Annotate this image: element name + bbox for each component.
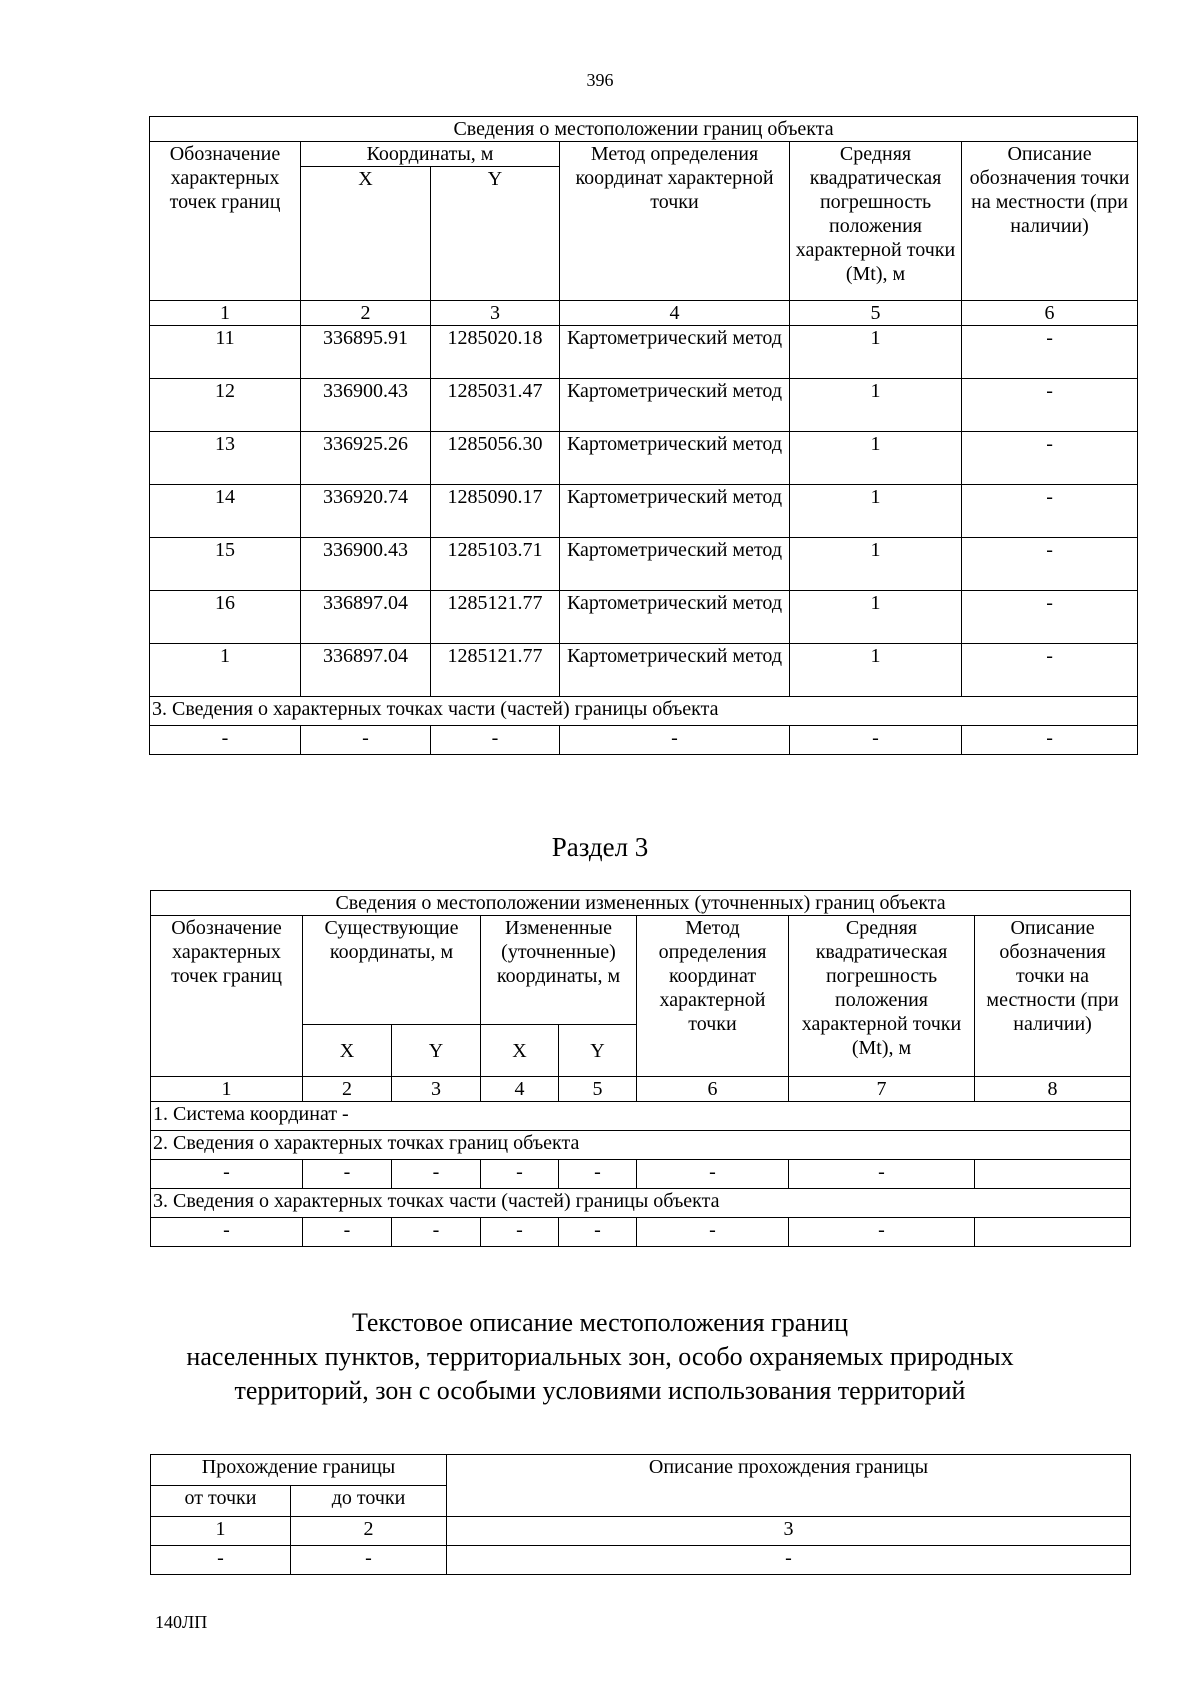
empty-cell: - bbox=[637, 1218, 789, 1247]
table-row bbox=[150, 538, 1138, 591]
point-id: 15 bbox=[150, 538, 301, 591]
table-title: Сведения о местоположении границ объекта bbox=[150, 117, 1138, 142]
text-description-heading bbox=[0, 1306, 1200, 1408]
point-id: 14 bbox=[150, 485, 301, 538]
header-description: Описание обозначения точки на местности (при наличии) bbox=[975, 916, 1131, 1077]
column-number: 2 bbox=[303, 1077, 392, 1102]
heading-line: населенных пунктов, территориальных зон, особо охраняемых природных bbox=[186, 1342, 1014, 1371]
heading-line: Текстовое описание местоположения границ bbox=[351, 1308, 849, 1337]
mean-error: 1 bbox=[790, 326, 962, 379]
empty-cell: - bbox=[560, 726, 790, 755]
description: - bbox=[962, 644, 1138, 697]
description: - bbox=[962, 485, 1138, 538]
table-row bbox=[150, 485, 1138, 538]
column-number: 7 bbox=[789, 1077, 975, 1102]
column-number: 2 bbox=[301, 301, 431, 326]
column-number: 4 bbox=[481, 1077, 559, 1102]
point-id: 16 bbox=[150, 591, 301, 644]
document-code: 140ЛП bbox=[155, 1612, 208, 1632]
coord-y: 1285103.71 bbox=[431, 538, 560, 591]
empty-cell: - bbox=[150, 726, 301, 755]
mean-error: 1 bbox=[790, 485, 962, 538]
method: Картометрический метод bbox=[560, 379, 790, 432]
header-point-designation: Обозначение характерных точек границ bbox=[150, 142, 301, 301]
point-id: 11 bbox=[150, 326, 301, 379]
empty-cell: - bbox=[303, 1218, 392, 1247]
coord-y: 1285121.77 bbox=[431, 591, 560, 644]
coord-x: 336925.26 bbox=[301, 432, 431, 485]
header-from-point: от точки bbox=[151, 1486, 291, 1517]
empty-cell: - bbox=[151, 1218, 303, 1247]
table-row bbox=[150, 432, 1138, 485]
header-to-point: до точки bbox=[291, 1486, 447, 1517]
coord-y: 1285090.17 bbox=[431, 485, 560, 538]
method: Картометрический метод bbox=[560, 538, 790, 591]
changed-boundary-table bbox=[150, 890, 1131, 1247]
coord-x: 336895.91 bbox=[301, 326, 431, 379]
table-row bbox=[150, 726, 1138, 755]
column-number: 6 bbox=[637, 1077, 789, 1102]
column-number: 3 bbox=[431, 301, 560, 326]
coord-y: 1285056.30 bbox=[431, 432, 560, 485]
column-number: 8 bbox=[975, 1077, 1131, 1102]
empty-cell: - bbox=[431, 726, 560, 755]
table-row bbox=[151, 1218, 1131, 1247]
coord-y: 1285031.47 bbox=[431, 379, 560, 432]
table-row bbox=[150, 591, 1138, 644]
empty-cell: - bbox=[392, 1218, 481, 1247]
empty-cell: - bbox=[151, 1546, 291, 1575]
method: Картометрический метод bbox=[560, 326, 790, 379]
empty-cell: - bbox=[392, 1160, 481, 1189]
header-passage: Прохождение границы bbox=[151, 1455, 447, 1486]
column-number: 1 bbox=[150, 301, 301, 326]
section-label: 3. Сведения о характерных точках части (частей) границы объекта bbox=[151, 1189, 1131, 1218]
column-number: 1 bbox=[151, 1517, 291, 1546]
empty-cell: - bbox=[789, 1160, 975, 1189]
empty-cell bbox=[975, 1160, 1131, 1189]
header-method: Метод определения координат характерной точки bbox=[637, 916, 789, 1077]
table-row bbox=[151, 1546, 1131, 1575]
empty-cell: - bbox=[789, 1218, 975, 1247]
mean-error: 1 bbox=[790, 379, 962, 432]
header-x: X bbox=[303, 1025, 392, 1077]
boundary-location-table bbox=[149, 116, 1138, 755]
header-point-designation: Обозначение характерных точек границ bbox=[151, 916, 303, 1077]
empty-cell: - bbox=[790, 726, 962, 755]
table-row bbox=[150, 644, 1138, 697]
header-existing-coordinates: Существующие координаты, м bbox=[303, 916, 481, 1025]
column-number: 3 bbox=[392, 1077, 481, 1102]
point-id: 1 bbox=[150, 644, 301, 697]
method: Картометрический метод bbox=[560, 644, 790, 697]
header-changed-coordinates: Измененные (уточненные) координаты, м bbox=[481, 916, 637, 1025]
point-id: 12 bbox=[150, 379, 301, 432]
coord-y: 1285121.77 bbox=[431, 644, 560, 697]
section-label: 2. Сведения о характерных точках границ объекта bbox=[151, 1131, 1131, 1160]
page-number: 396 bbox=[586, 70, 614, 90]
boundary-passage-table bbox=[150, 1454, 1131, 1575]
empty-cell: - bbox=[301, 726, 431, 755]
header-y: Y bbox=[431, 167, 560, 301]
description: - bbox=[962, 326, 1138, 379]
header-x: X bbox=[481, 1025, 559, 1077]
empty-cell: - bbox=[637, 1160, 789, 1189]
coord-x: 336900.43 bbox=[301, 379, 431, 432]
header-passage-description: Описание прохождения границы bbox=[447, 1455, 1131, 1517]
header-mean-error: Средняя квадратическая погрешность положения характерной точки (Mt), м bbox=[790, 142, 962, 301]
description: - bbox=[962, 591, 1138, 644]
empty-cell: - bbox=[481, 1218, 559, 1247]
header-mean-error: Средняя квадратическая погрешность положения характерной точки (Mt), м bbox=[789, 916, 975, 1077]
empty-cell: - bbox=[559, 1218, 637, 1247]
column-number: 4 bbox=[560, 301, 790, 326]
column-number: 6 bbox=[962, 301, 1138, 326]
point-id: 13 bbox=[150, 432, 301, 485]
table-row bbox=[150, 326, 1138, 379]
heading-line: территорий, зон с особыми условиями использования территорий bbox=[234, 1376, 966, 1405]
description: - bbox=[962, 379, 1138, 432]
coord-x: 336900.43 bbox=[301, 538, 431, 591]
mean-error: 1 bbox=[790, 591, 962, 644]
column-number: 3 bbox=[447, 1517, 1131, 1546]
method: Картометрический метод bbox=[560, 591, 790, 644]
header-y: Y bbox=[559, 1025, 637, 1077]
description: - bbox=[962, 538, 1138, 591]
column-number: 5 bbox=[790, 301, 962, 326]
coord-x: 336897.04 bbox=[301, 644, 431, 697]
header-y: Y bbox=[392, 1025, 481, 1077]
method: Картометрический метод bbox=[560, 485, 790, 538]
section-label: 3. Сведения о характерных точках части (частей) границы объекта bbox=[150, 697, 1138, 726]
coord-x: 336920.74 bbox=[301, 485, 431, 538]
mean-error: 1 bbox=[790, 432, 962, 485]
empty-cell bbox=[975, 1218, 1131, 1247]
header-description: Описание обозначения точки на местности (при наличии) bbox=[962, 142, 1138, 301]
mean-error: 1 bbox=[790, 538, 962, 591]
table-row bbox=[151, 1160, 1131, 1189]
empty-cell: - bbox=[962, 726, 1138, 755]
empty-cell: - bbox=[151, 1160, 303, 1189]
mean-error: 1 bbox=[790, 644, 962, 697]
header-x: X bbox=[301, 167, 431, 301]
empty-cell: - bbox=[481, 1160, 559, 1189]
method: Картометрический метод bbox=[560, 432, 790, 485]
header-coordinates: Координаты, м bbox=[301, 142, 560, 167]
column-number: 5 bbox=[559, 1077, 637, 1102]
description: - bbox=[962, 432, 1138, 485]
empty-cell: - bbox=[291, 1546, 447, 1575]
table-title: Сведения о местоположении измененных (уточненных) границ объекта bbox=[151, 891, 1131, 916]
coord-x: 336897.04 bbox=[301, 591, 431, 644]
section-title: Раздел 3 bbox=[551, 832, 649, 862]
empty-cell: - bbox=[559, 1160, 637, 1189]
column-number: 1 bbox=[151, 1077, 303, 1102]
empty-cell: - bbox=[303, 1160, 392, 1189]
header-method: Метод определения координат характерной точки bbox=[560, 142, 790, 301]
column-number: 2 bbox=[291, 1517, 447, 1546]
coordinate-system-label: 1. Система координат - bbox=[151, 1102, 1131, 1131]
table-row bbox=[150, 379, 1138, 432]
coord-y: 1285020.18 bbox=[431, 326, 560, 379]
empty-cell: - bbox=[447, 1546, 1131, 1575]
